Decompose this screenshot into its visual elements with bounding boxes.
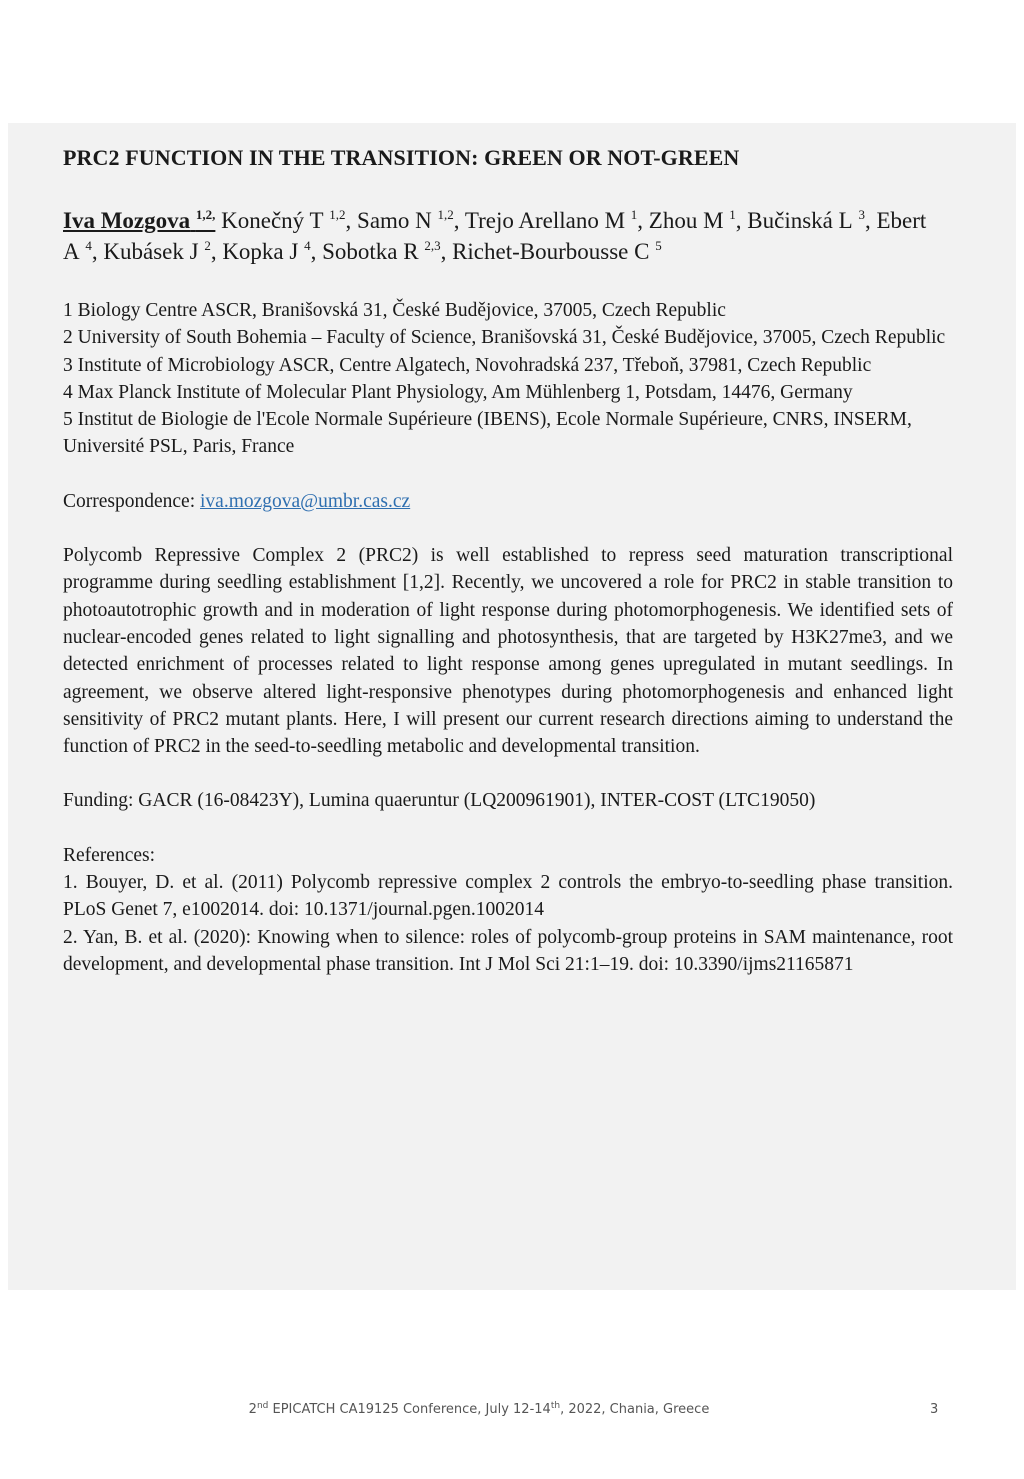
author-separator: ,: [345, 208, 358, 233]
author-affiliation-sup: 1: [729, 207, 736, 222]
author-name: Konečný T: [215, 208, 330, 233]
author-name: Kubásek J: [103, 239, 205, 264]
reference-item-2: 2. Yan, B. et al. (2020): Knowing when to silence: roles of polycomb-group proteins in SAM maintenance, root development, and developmental phase transition. Int J Mol Sci 21:1–19. doi: 10.3390/ijms21165871: [63, 926, 953, 975]
author-separator: ,: [453, 208, 465, 233]
correspondence-email-link[interactable]: iva.mozgova@umbr.cas.cz: [200, 490, 411, 512]
author-name: Trejo Arellano M: [464, 208, 631, 233]
author-affiliation-sup: 4: [85, 238, 92, 253]
author-affiliation-sup: 1,2: [437, 207, 454, 222]
author-affiliation-sup: 1,2: [329, 207, 346, 222]
author-separator: ,: [735, 208, 748, 233]
author-affiliation-sup: 2,3: [424, 238, 441, 253]
author-name: Zhou M: [648, 208, 730, 233]
funding-text: Funding: GACR (16-08423Y), Lumina quaeruntur (LQ200961901), INTER-COST (LTC19050): [63, 790, 816, 812]
conference-footer: [0, 1402, 958, 1417]
author-affiliation-sup: 1: [630, 207, 638, 222]
page-number: 3: [930, 1402, 939, 1417]
author-name: Ebert A: [63, 208, 927, 264]
references: [63, 842, 953, 978]
affiliation-list: [63, 297, 953, 461]
footer-date-sup: th: [550, 1401, 561, 1411]
correspondence: [63, 488, 953, 515]
affiliation-3: 3 Institute of Microbiology ASCR, Centre Algatech, Novohradská 237, Třeboň, 37981, Czech Republic: [63, 354, 872, 376]
author-affiliation-sup: 4: [304, 238, 311, 253]
author-name: Kopka J: [222, 239, 305, 264]
footer-conf-part1: EPICATCH CA19125 Conference, July 12-14: [268, 1402, 551, 1417]
footer-ordinal: 2: [248, 1402, 257, 1417]
correspondence-label: Correspondence:: [63, 490, 200, 512]
author-separator: ,: [210, 239, 223, 264]
footer-conf-part2: , 2022, Chania, Greece: [560, 1402, 710, 1417]
author-name: Richet-Bourbousse C: [452, 239, 656, 264]
affiliation-4: 4 Max Planck Institute of Molecular Plant Physiology, Am Mühlenberg 1, Potsdam, 14476, Germany: [63, 381, 853, 403]
presenting-author: [63, 208, 215, 233]
author-separator: ,: [440, 239, 453, 264]
author-separator: ,: [864, 208, 877, 233]
author-separator: ,: [91, 239, 104, 264]
author-separator: ,: [310, 239, 323, 264]
abstract-text: Polycomb Repressive Complex 2 (PRC2) is well established to repress seed maturation transcriptional programme during seedling establishment [1,2]. Recently, we uncovered a role for PRC2 in stable transition to photoautotrophic growth and in moderation of light response during photomorphogenesis. We identified sets of nuclear-encoded genes related to light signalling and photosynthesis, that are targeted by H3K27me3, and we detected enrichment of processes related to light response among genes upregulated in mutant seedlings. In agreement, we observe altered light-responsive phenotypes during photomorphogenesis and enhanced light sensitivity of PRC2 mutant plants. Here, I will present our current research directions aiming to understand the function of PRC2 in the seed-to-seedling metabolic and developmental transition.: [63, 545, 953, 758]
author-name: Bučinská L: [747, 208, 859, 233]
presenter-name: Iva Mozgova: [63, 208, 191, 233]
author-affiliation-sup: 5: [655, 238, 662, 253]
presenter-affiliation-sup: 1,2,: [195, 207, 216, 222]
page-title: PRC2 FUNCTION IN THE TRANSITION: GREEN OR NOT-GREEN: [63, 145, 740, 170]
affiliation-5: 5 Institut de Biologie de l'Ecole Normale Supérieure (IBENS), Ecole Normale Supérieure, CNRS, INSERM, Université PSL, Paris, France: [63, 409, 912, 458]
footer-ordinal-sup: nd: [256, 1401, 269, 1411]
affiliation-2: 2 University of South Bohemia – Faculty of Science, Branišovská 31, České Budějovice, 37005, Czech Republic: [63, 327, 946, 349]
author-affiliation-sup: 3: [858, 207, 865, 222]
author-list: [63, 205, 953, 267]
page-footer: [0, 1402, 1024, 1422]
author-separator: ,: [637, 208, 649, 233]
author-name: Sobotka R: [322, 239, 425, 264]
author-name: Samo N: [357, 208, 438, 233]
abstract-content: [63, 142, 953, 978]
affiliation-1: 1 Biology Centre ASCR, Branišovská 31, České Budějovice, 37005, Czech Republic: [63, 300, 726, 321]
author-affiliation-sup: 2: [204, 238, 211, 253]
references-heading: References:: [63, 844, 156, 866]
reference-item-1: 1. Bouyer, D. et al. (2011) Polycomb repressive complex 2 controls the embryo-to-seedling phase transition. PLoS Genet 7, e1002014. doi: 10.1371/journal.pgen.1002014: [63, 872, 953, 921]
